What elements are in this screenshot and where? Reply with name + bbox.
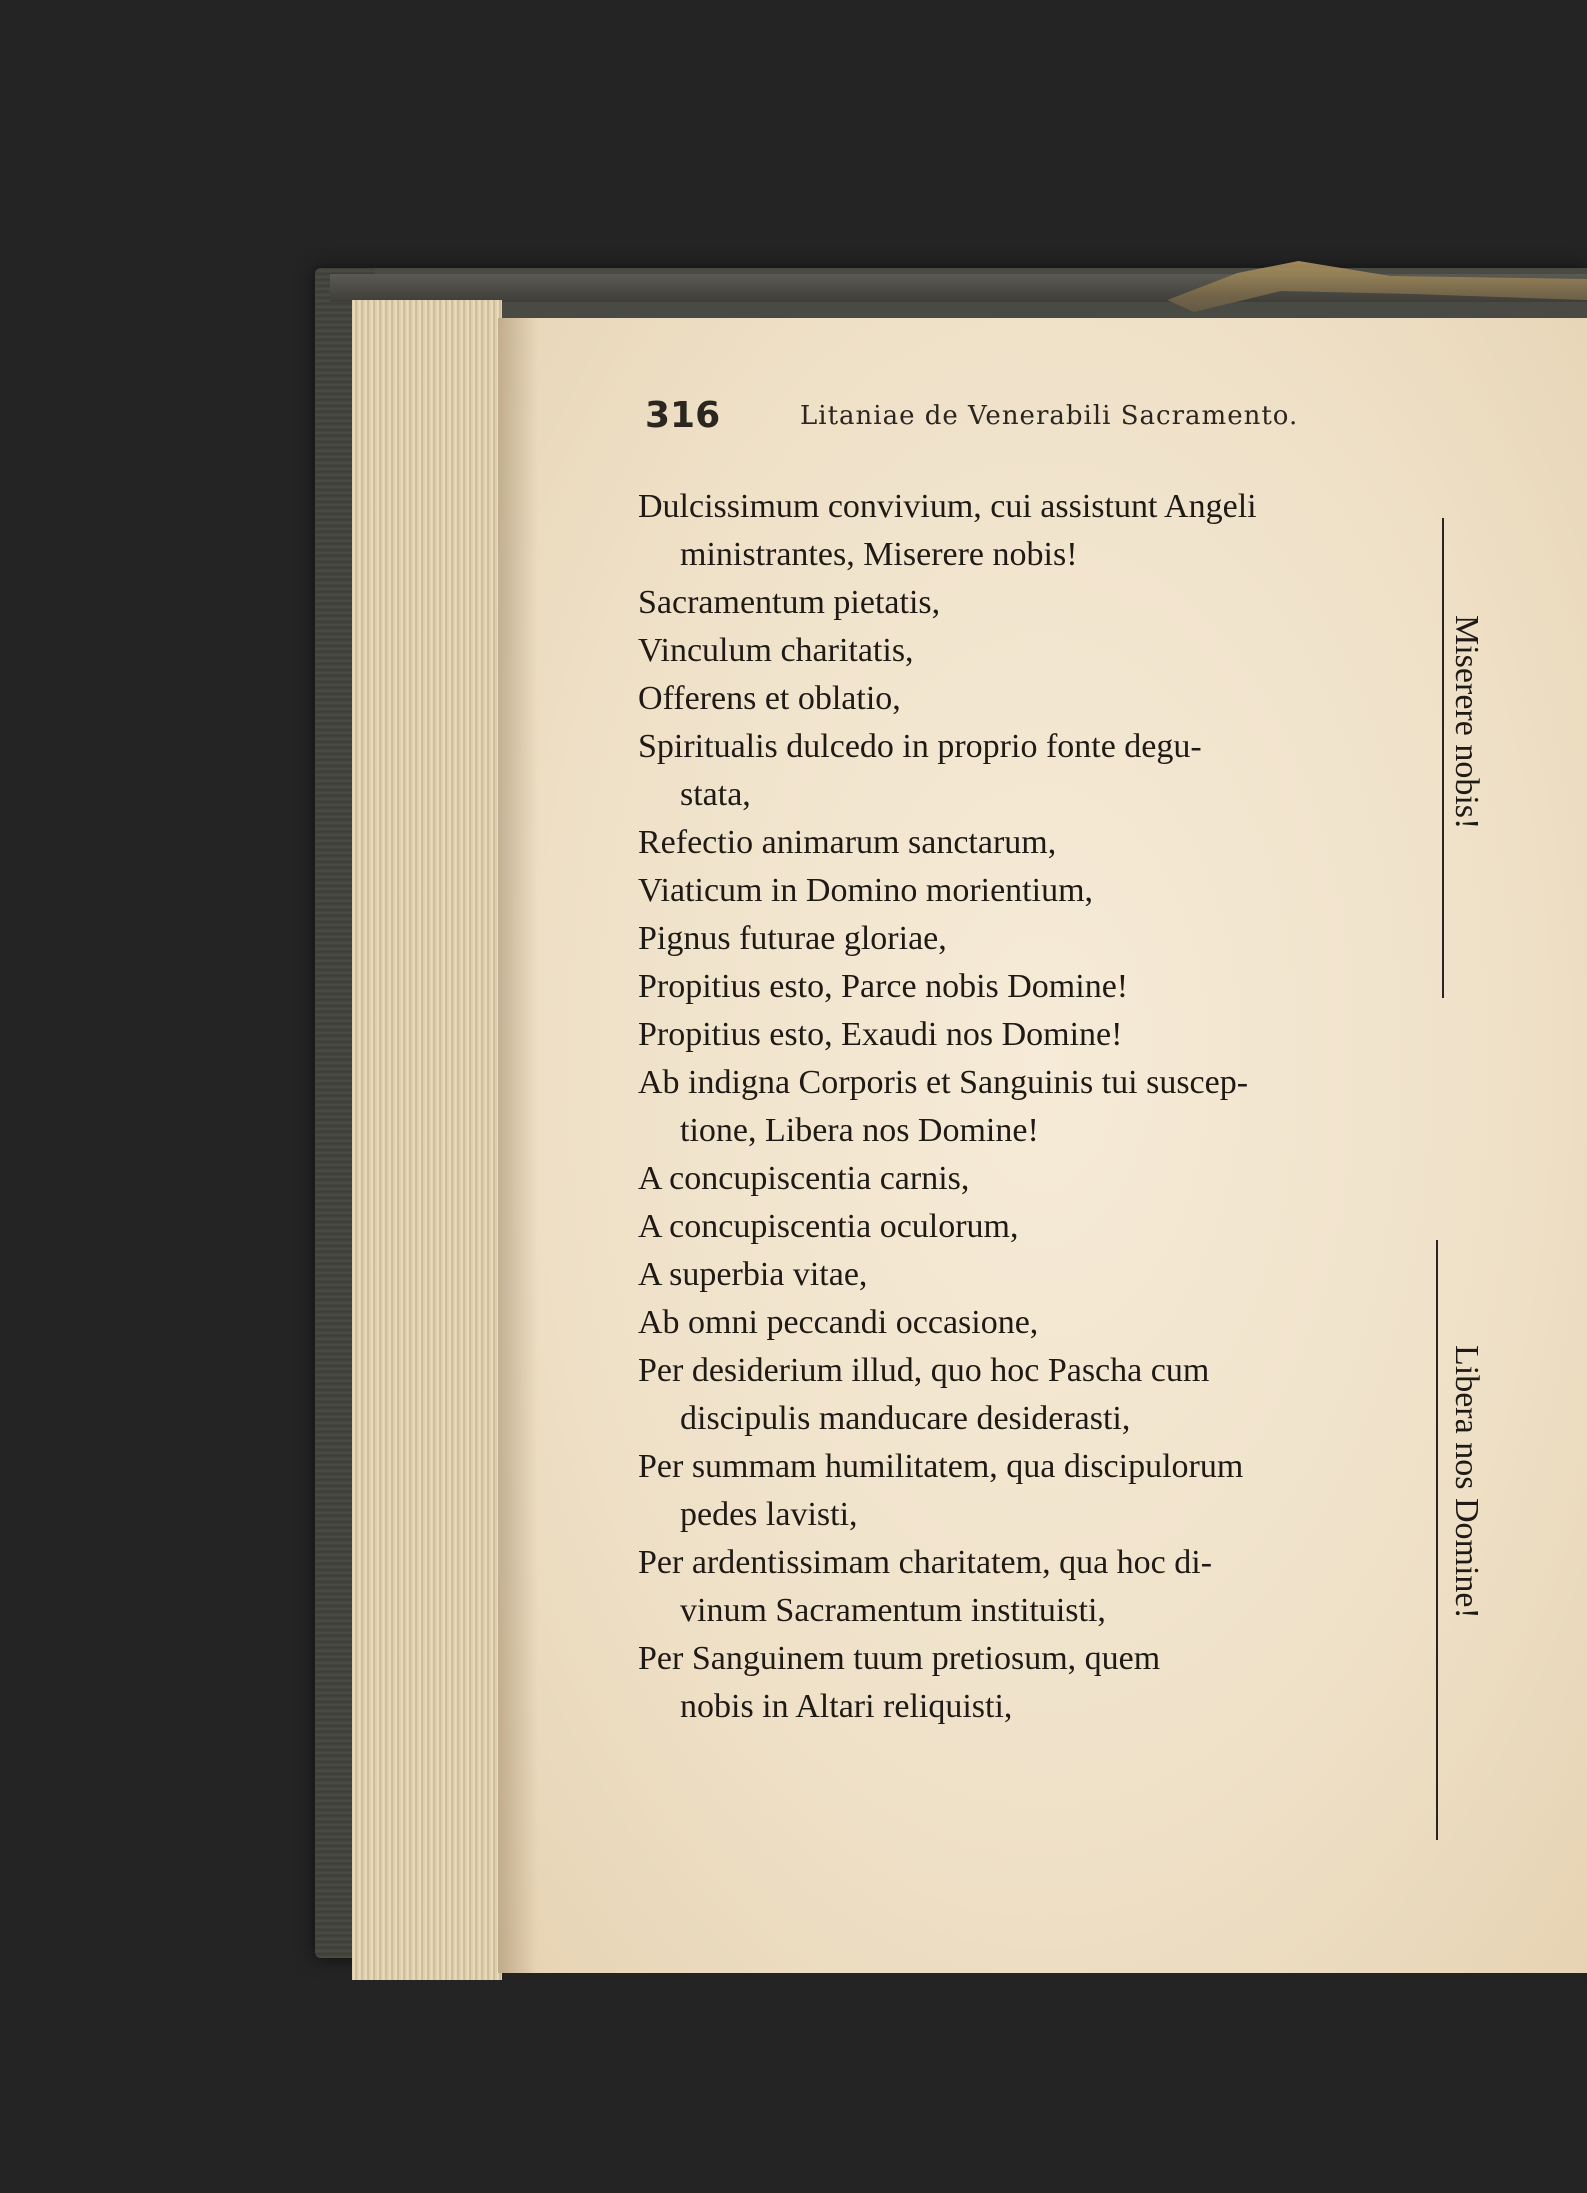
litany-line: Per summam humilitatem, qua discipulorum xyxy=(638,1448,1244,1485)
litany-line: vinum Sacramentum instituisti, xyxy=(680,1592,1106,1629)
litany-line: stata, xyxy=(680,776,751,813)
litany-line: pedes lavisti, xyxy=(680,1496,858,1533)
running-head xyxy=(645,395,1345,445)
page-gutter-shadow xyxy=(498,318,538,1973)
response-brace-miserere xyxy=(1428,518,1444,998)
litany-line: discipulis manducare desiderasti, xyxy=(680,1400,1131,1437)
litany-line: Propitius esto, Parce nobis Domine! xyxy=(638,968,1129,1005)
litany-line: Spiritualis dulcedo in proprio fonte degu- xyxy=(638,728,1202,765)
litany-line: ministrantes, Miserere nobis! xyxy=(680,536,1078,573)
response-miserere: Miserere nobis! xyxy=(1448,615,1485,830)
litany-line: Viaticum in Domino morientium, xyxy=(638,872,1094,909)
litany-line: Per Sanguinem tuum pretiosum, quem xyxy=(638,1640,1161,1677)
litany-line: Ab indigna Corporis et Sanguinis tui suscep- xyxy=(638,1064,1249,1101)
litany-line: tione, Libera nos Domine! xyxy=(680,1112,1039,1149)
running-title: Litaniae de Venerabili Sacramento. xyxy=(800,401,1299,431)
litany-line: Propitius esto, Exaudi nos Domine! xyxy=(638,1016,1123,1053)
litany-line: Pignus futurae gloriae, xyxy=(638,920,947,957)
litany-line: Offerens et oblatio, xyxy=(638,680,901,717)
page-stack-edges xyxy=(352,300,502,1980)
response-brace-libera xyxy=(1422,1240,1438,1840)
litany-line: Per desiderium illud, quo hoc Pascha cum xyxy=(638,1352,1210,1389)
page-number: 316 xyxy=(645,395,721,436)
response-libera: Libera nos Domine! xyxy=(1448,1345,1485,1619)
litany-line: Vinculum charitatis, xyxy=(638,632,914,669)
litany-line: Dulcissimum convivium, cui assistunt Angeli xyxy=(638,488,1257,525)
litany-line: A superbia vitae, xyxy=(638,1256,868,1293)
litany-line: A concupiscentia oculorum, xyxy=(638,1208,1019,1245)
litany-text xyxy=(638,483,1438,1731)
litany-line: Refectio animarum sanctarum, xyxy=(638,824,1057,861)
litany-line: A concupiscentia carnis, xyxy=(638,1160,970,1197)
litany-line: Sacramentum pietatis, xyxy=(638,584,941,621)
litany-line: Per ardentissimam charitatem, qua hoc di- xyxy=(638,1544,1213,1581)
litany-line: nobis in Altari reliquisti, xyxy=(680,1688,1013,1725)
litany-line: Ab omni peccandi occasione, xyxy=(638,1304,1039,1341)
